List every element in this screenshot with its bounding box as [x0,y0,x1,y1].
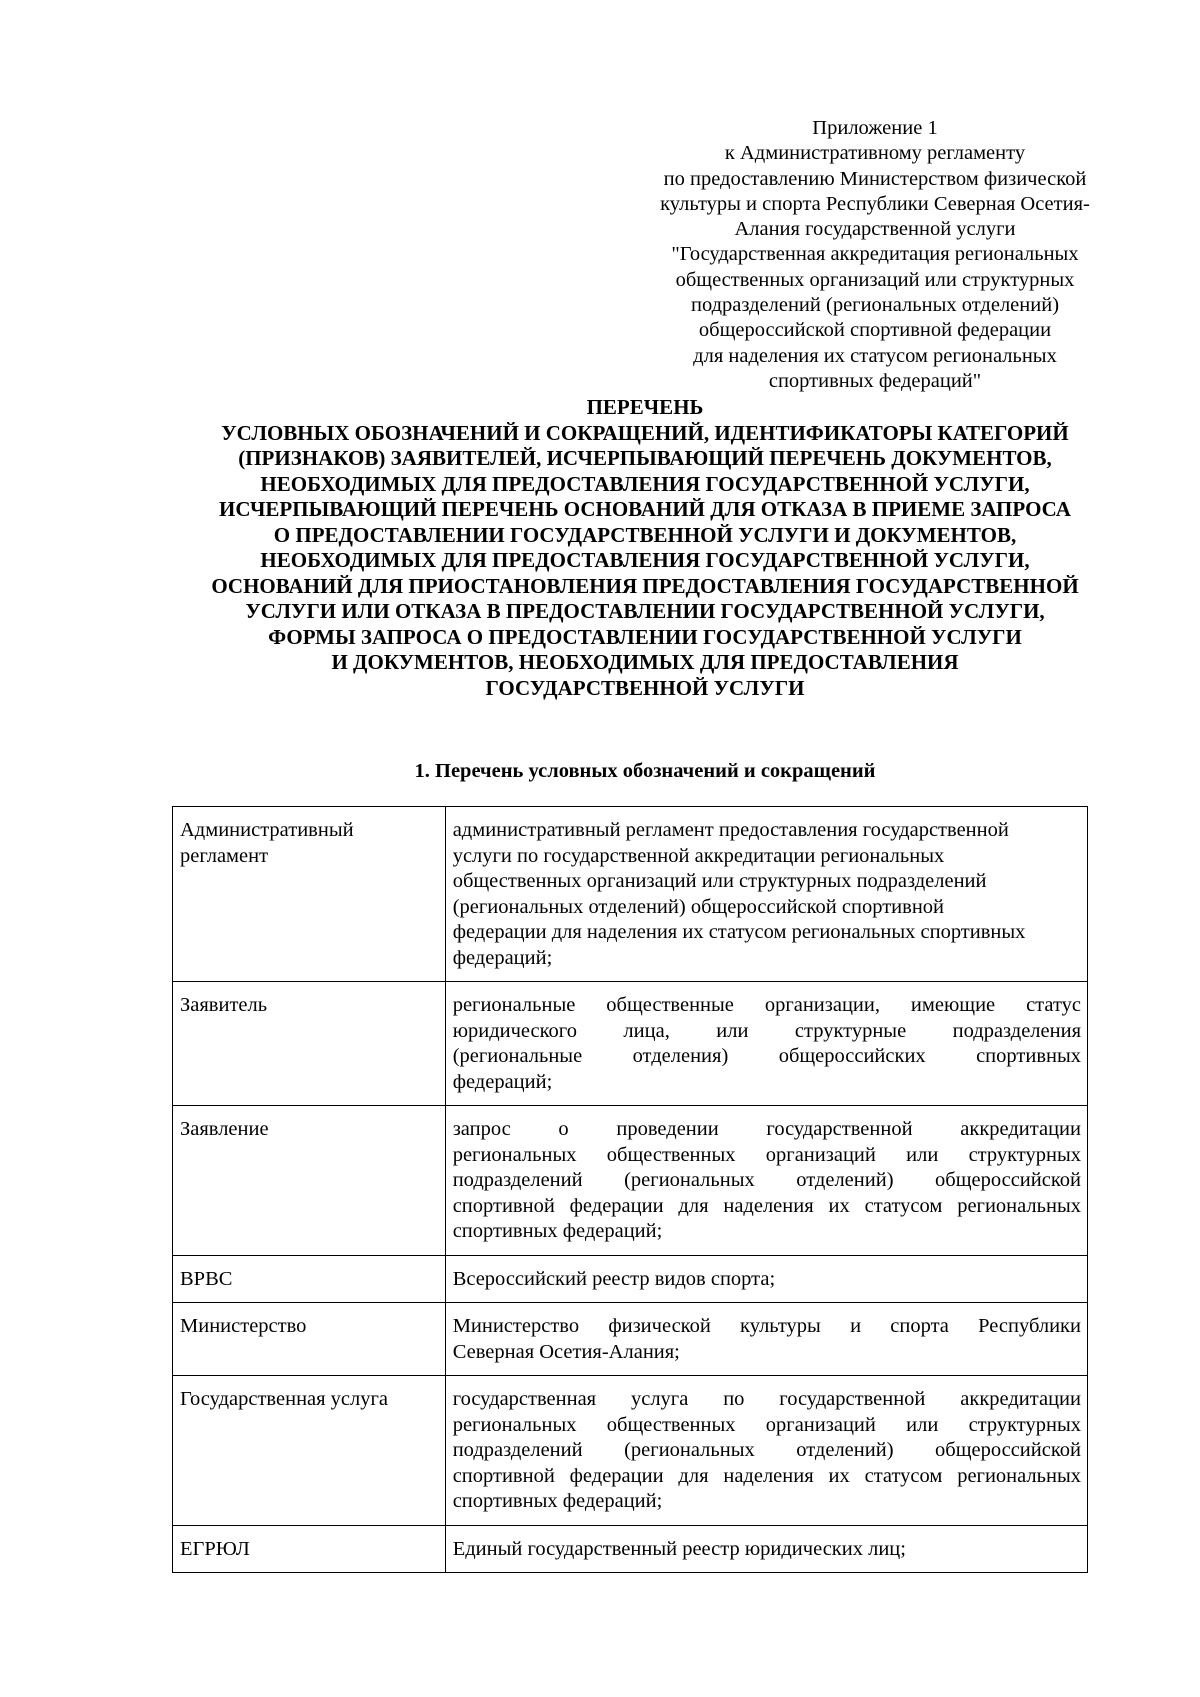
table-row [173,1255,1088,1303]
definition-line: запрос о проведении государственной аккредитации [452,1118,1081,1140]
definition-line: административный регламент предоставления государственной [452,819,1009,841]
appendix-line: Приложение 1 [812,117,938,139]
definition-line: (региональных отделений) общероссийской спортивной [452,895,945,918]
appendix-line: общественных организаций или структурных [675,268,1075,291]
table-row [173,1376,1088,1526]
definition-cell [445,1106,1087,1256]
appendix-line: "Государственная аккредитация региональных [671,243,1079,266]
definition-line: Единый государственный реестр юридических лиц; [452,1537,906,1560]
document-title [150,395,1140,701]
table-row [173,807,1088,982]
definition-line: государственная услуга по государственной аккредитации [452,1388,1081,1410]
term-cell: Заявление [173,1106,446,1256]
definition-line: услуги по государственной аккредитации региональных [452,844,945,867]
appendix-line: к Административному регламенту [724,142,1026,165]
title-line: УСЛОВНЫХ ОБОЗНАЧЕНИЙ И СОКРАЩЕНИЙ, ИДЕНТИФИКАТОРЫ КАТЕГОРИЙ [221,420,1069,445]
title-line: УСЛУГИ ИЛИ ОТКАЗА В ПРЕДОСТАВЛЕНИИ ГОСУДАРСТВЕННОЙ УСЛУГИ, [245,599,1045,623]
appendix-line: Алания государственной услуги [734,218,1016,241]
definition-line: подразделений (региональных отделений) общероссийской [452,1169,1081,1191]
table-row [173,1525,1088,1573]
definition-line: подразделений (региональных отделений) общероссийской [452,1439,1081,1461]
table-row [173,982,1088,1106]
definition-cell [445,807,1087,982]
title-line: ОСНОВАНИЙ ДЛЯ ПРИОСТАНОВЛЕНИЯ ПРЕДОСТАВЛЕНИЯ ГОСУДАРСТВЕННОЙ [211,573,1079,598]
definition-cell [445,1525,1087,1573]
definition-line: (региональные отделения) общероссийских спортивных [452,1045,1081,1067]
term-cell: Административный регламент [173,807,446,982]
definition-cell [445,1376,1087,1526]
definition-line: региональные общественные организации, имеющие статус [452,994,1081,1016]
appendix-line: общероссийской спортивной федерации [698,319,1052,342]
definition-cell [445,1303,1087,1376]
definition-line: федерации для наделения их статусом региональных спортивных [452,921,1026,943]
definition-line: федераций; [452,946,553,969]
definition-line: Министерство физической культуры и спорта Республики [452,1315,1081,1337]
appendix-line: для наделения их статусом региональных [693,344,1057,367]
appendix-header [625,116,1125,394]
term-cell: Заявитель [173,982,446,1106]
definition-line: федераций; [452,1070,553,1093]
definition-cell [445,982,1087,1106]
appendix-line: спортивных федераций" [768,369,982,392]
title-line: НЕОБХОДИМЫХ ДЛЯ ПРЕДОСТАВЛЕНИЯ ГОСУДАРСТВЕННОЙ УСЛУГИ, [260,471,1030,496]
definition-line: Северная Осетия-Алания; [452,1340,680,1363]
appendix-line: по предоставлению Министерством физической [663,167,1087,190]
table-row [173,1303,1088,1376]
definition-line: общественных организаций или структурных подразделений [452,870,987,892]
definition-line: спортивной федерации для наделения их статусом региональных [452,1464,1081,1487]
definition-line: региональных общественных организаций или структурных [452,1143,1081,1166]
definition-line: юридического лица, или структурные подразделения [452,1019,1081,1042]
title-line: ФОРМЫ ЗАПРОСА О ПРЕДОСТАВЛЕНИИ ГОСУДАРСТВЕННОЙ УСЛУГИ [268,624,1022,649]
definition-line: Всероссийский реестр видов спорта; [452,1267,776,1290]
definition-line: региональных общественных организаций или структурных [452,1413,1081,1436]
definition-line: спортивных федераций; [452,1490,663,1512]
title-line: НЕОБХОДИМЫХ ДЛЯ ПРЕДОСТАВЛЕНИЯ ГОСУДАРСТВЕННОЙ УСЛУГИ, [260,548,1030,572]
title-line: О ПРЕДОСТАВЛЕНИИ ГОСУДАРСТВЕННОЙ УСЛУГИ И ДОКУМЕНТОВ, [273,522,1017,547]
title-line: И ДОКУМЕНТОВ, НЕОБХОДИМЫХ ДЛЯ ПРЕДОСТАВЛЕНИЯ [331,650,959,674]
title-line: ПЕРЕЧЕНЬ [586,395,704,419]
abbreviations-table [172,806,1088,1573]
table-row [173,1106,1088,1256]
definition-line: спортивных федераций; [452,1220,663,1242]
term-cell: ВРВС [173,1255,446,1303]
term-cell: Министерство [173,1303,446,1376]
definition-cell [445,1255,1087,1303]
definition-line: спортивной федерации для наделения их статусом региональных [452,1194,1081,1217]
title-line: (ПРИЗНАКОВ) ЗАЯВИТЕЛЕЙ, ИСЧЕРПЫВАЮЩИЙ ПЕРЕЧЕНЬ ДОКУМЕНТОВ, [238,446,1052,470]
term-cell: Государственная услуга [173,1376,446,1526]
appendix-line: подразделений (региональных отделений) [690,294,1060,317]
title-line: ГОСУДАРСТВЕННОЙ УСЛУГИ [485,675,805,700]
term-cell: ЕГРЮЛ [173,1525,446,1573]
section-heading: 1. Перечень условных обозначений и сокращений [414,760,876,782]
appendix-line: культуры и спорта Республики Северная Осетия- [660,192,1090,215]
title-line: ИСЧЕРПЫВАЮЩИЙ ПЕРЕЧЕНЬ ОСНОВАНИЙ ДЛЯ ОТКАЗА В ПРИЕМЕ ЗАПРОСА [219,497,1071,521]
